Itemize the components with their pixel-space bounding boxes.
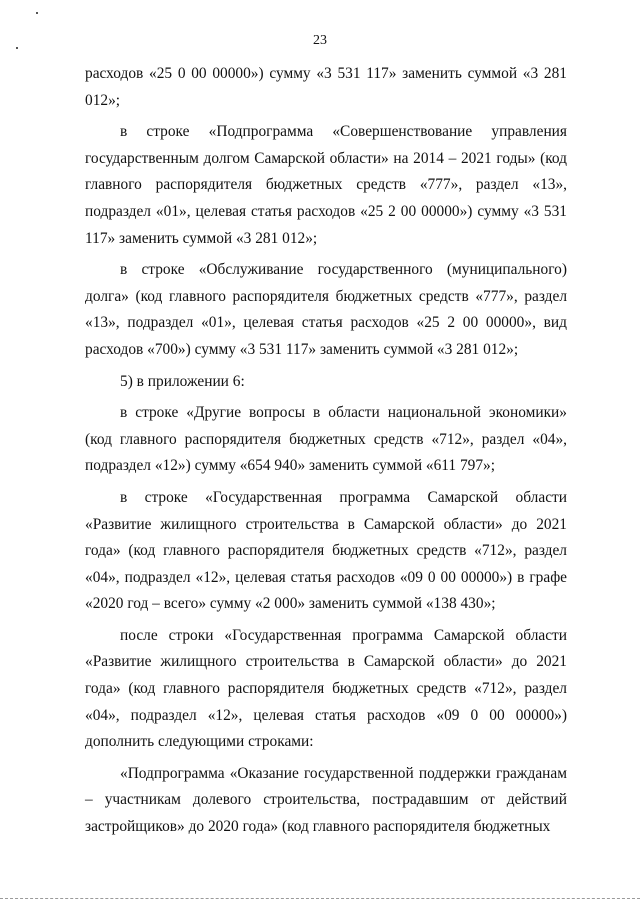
paragraph-national-economy: в строке «Другие вопросы в области национальной экономики» (код главного распорядителя бюджетных средств «712», раздел «04», подраздел «12») сумму «654 940» заменить суммой «611 797»;: [85, 404, 567, 475]
scan-bottom-edge: [0, 898, 640, 899]
page-number: 23: [313, 33, 327, 48]
paragraph-debt-management-subprogram: в строке «Подпрограмма «Совершенствование управления государственным долгом Самарской области» на 2014 – 2021 годы» (код главного распорядителя бюджетных средств «777», раздел «13», подраздел «01», целевая статья расходов «25 2 00 00000») сумму «3 531 117» заменить суммой «3 281 012»;: [85, 123, 567, 247]
paragraph-debt-servicing: в строке «Обслуживание государственного (муниципального) долга» (код главного распорядителя бюджетных средств «777», раздел «13», подраздел «01», целевая статья расходов «25 2 00 00000», вид расходов «700») сумму «3 531 117» заменить суммой «3 281 012»;: [85, 261, 567, 358]
document-body: [85, 61, 567, 846]
paragraph-appendix-6: 5) в приложении 6:: [120, 372, 245, 390]
scan-speck: [36, 12, 38, 14]
paragraph-insert-rows: после строки «Государственная программа Самарской области «Развитие жилищного строительства в Самарской области» до 2021 года» (код главного распорядителя бюджетных средств «712», раздел «04», подраздел «12», целевая статья расходов «09 0 00 00000») дополнить следующими строками:: [85, 626, 567, 751]
paragraph-support-subprogram: «Подпрограмма «Оказание государственной поддержки гражданам – участникам долевого строительства, пострадавшим от действий застройщиков» до 2020 года» (код главного распорядителя бюджетных: [85, 764, 567, 836]
paragraph-continuation: расходов «25 0 00 00000») сумму «3 531 117» заменить суммой «3 281 012»;: [85, 65, 567, 109]
paragraph-housing-program: в строке «Государственная программа Самарской области «Развитие жилищного строительства в Самарской области» до 2021 года» (код главного распорядителя бюджетных средств «712», раздел «04», подраздел «12», целевая статья расходов «09 0 00 00000») в графе «2020 год – всего» сумму «2 000» заменить суммой «138 430»;: [85, 488, 567, 613]
